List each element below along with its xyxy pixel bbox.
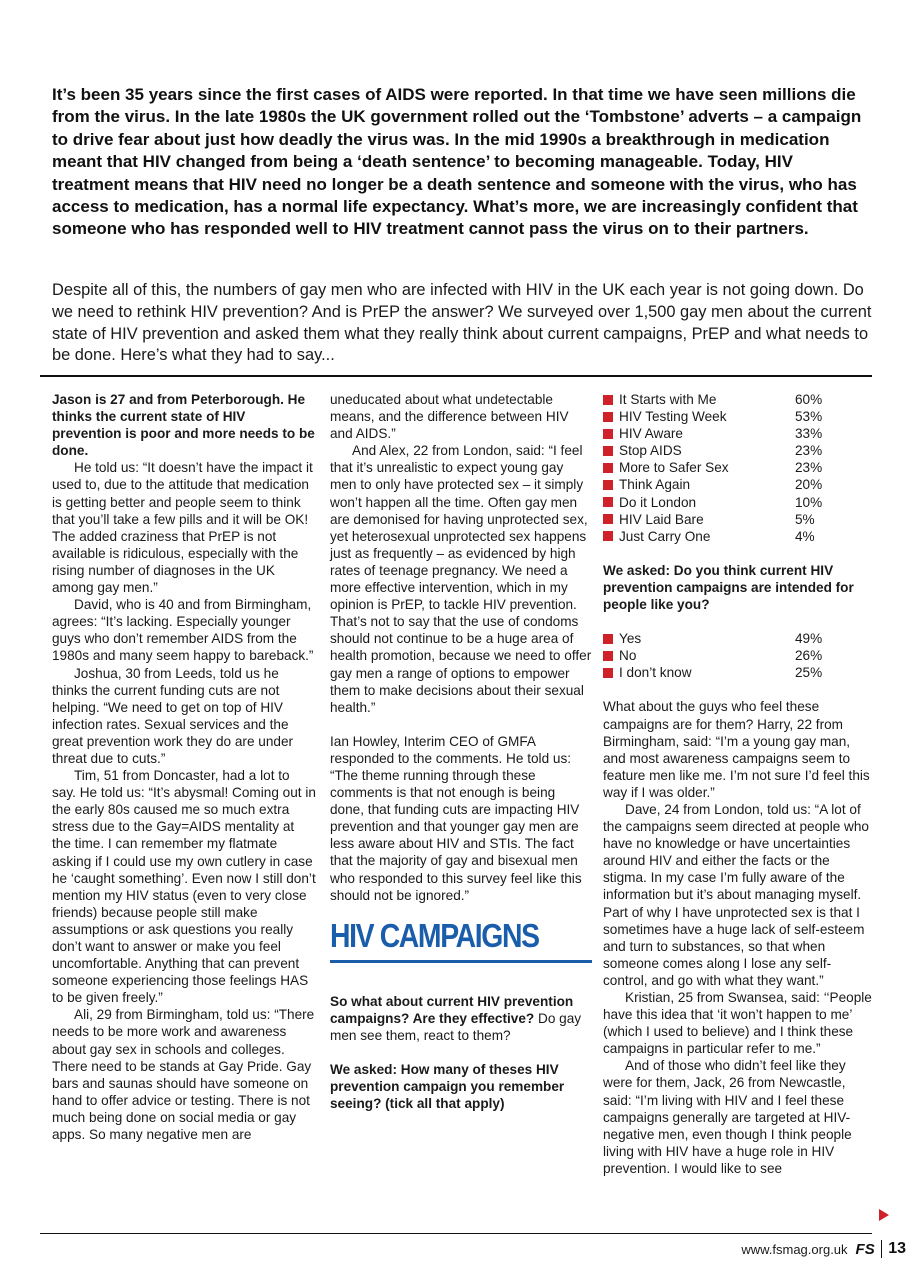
col3-paragraph: What about the guys who feel these campaigns are for them? Harry, 22 from Birmingham, said: “I’m a young gay man, and most awareness campaigns seem to feature men like me. I’m not sure I’d feel this way if I was older.”	[603, 699, 870, 800]
campaign-question	[330, 993, 592, 1044]
continue-arrow-icon	[879, 1209, 889, 1221]
answer-results-list	[603, 630, 873, 681]
list-item: Yes 49%	[603, 630, 873, 647]
survey-question-2: We asked: Do you think current HIV prevention campaigns are intended for people like you?	[603, 562, 854, 613]
intro-bold-paragraph: It’s been 35 years since the first cases of AIDS were reported. In that time we have seen millions die from the virus. In the late 1980s the UK government rolled out the ‘Tombstone’ adverts – a campaign to drive fear about just how deadly the virus was. In the mid 1990s a breakthrough in medication meant that HIV changed from being a ‘death sentence’ to becoming manageable. Today, HIV treatment means that HIV need no longer be a death sentence and someone with the virus, who has access to medication, has a normal life expectancy. What’s more, we are increasingly confident that someone who has responded well to HIV treatment cannot pass the virus on to their partners.	[52, 85, 862, 239]
page-footer	[741, 1238, 906, 1260]
fs-logo: FS	[855, 1240, 875, 1258]
bullet-square-icon	[603, 651, 613, 661]
section-heading: HIV CAMPAIGNS	[330, 916, 539, 954]
list-item: Stop AIDS 23%	[603, 442, 873, 459]
list-item: HIV Laid Bare 5%	[603, 511, 873, 528]
top-divider	[40, 375, 872, 377]
list-item: No 26%	[603, 647, 873, 664]
col2-paragraph: And Alex, 22 from London, said: “I feel that it’s unrealistic to expect young gay men to only have protected sex – it simply won’t happen all the time. Often gay men are demonised for having unprotected sex, yet heterosexual unprotected sex happens just as frequently – as evidenced by high rates of teenage pregnancy. We need a more effective intervention, which in my opinion is PrEP, to tackle HIV prevention. That’s not to say that the use of condoms should not continue to be a huge area of health promotion, because we need to offer gay men a range of options to empower them to make decisions about their sexual health.”	[330, 443, 592, 715]
col2-paragraph: uneducated about what undetectable means, and the difference between HIV and AIDS.”	[330, 392, 569, 442]
column-1	[52, 391, 316, 1143]
col1-paragraph: He told us: “It doesn’t have the impact it used to, due to the attitude that medication is getting better and people seem to think that you’ll take a few pills and it will be OK! The added craziness that PrEP is not available is ridiculous, especially with the rising number of diagnoses in the UK among gay men.”	[52, 460, 313, 596]
list-item: I don’t know 25%	[603, 664, 873, 681]
col3-paragraph: And of those who didn’t feel like they were for them, Jack, 26 from Newcastle, said: “I’m living with HIV and I feel these campaigns generally are targeted at HIV-negative men, even though I think people living with HIV have a huge role in HIV prevention. I would like to see	[603, 1058, 852, 1176]
col1-paragraph: Tim, 51 from Doncaster, had a lot to say. He told us: “It’s abysmal! Coming out in the early 80s caused me so much extra stress due to the Gay=AIDS mentality at the time. I can remember my flatmate asking if I could use my own cutlery in case he ‘caught something’. Even now I still don’t mention my HIV status (even to very close friends) because people still make assumptions or ask questions you really don’t want to answer or make you feel uncomfortable. Anything that can prevent someone experiencing those feelings HAS to be given freely.”	[52, 768, 316, 1006]
list-item: It Starts with Me 60%	[603, 391, 873, 408]
bullet-square-icon	[603, 463, 613, 473]
bullet-square-icon	[603, 395, 613, 405]
bullet-square-icon	[603, 514, 613, 524]
bullet-square-icon	[603, 446, 613, 456]
col1-paragraph: David, who is 40 and from Birmingham, agrees: “It’s lacking. Especially younger guys who don’t remember AIDS from the 1980s and many seem happy to bareback.”	[52, 597, 314, 664]
campaign-question-bold: So what about current HIV prevention campaigns? Are they effective?	[330, 993, 574, 1026]
intro-paragraph: Despite all of this, the numbers of gay men who are infected with HIV in the UK each year is not going down. Do we need to rethink HIV prevention? And is PrEP the answer? We surveyed over 1,500 gay men about the current state of HIV prevention and asked them what they really think about current campaigns, PrEP and what needs to be done. Here’s what they had to say...	[52, 281, 872, 365]
heading-underline	[330, 960, 592, 963]
bullet-square-icon	[603, 634, 613, 644]
bullet-square-icon	[603, 412, 613, 422]
bullet-square-icon	[603, 668, 613, 678]
bullet-square-icon	[603, 497, 613, 507]
survey-question-1: We asked: How many of theses HIV prevention campaign you remember seeing? (tick all that apply)	[330, 1062, 565, 1112]
col3-paragraph: Kristian, 25 from Swansea, said: ‘‘People have this idea that ‘it won’t happen to me’ (which I used to believe) and I think these campaigns in particular refer to me.”	[603, 990, 872, 1057]
column-2	[330, 391, 592, 1112]
bullet-square-icon	[603, 480, 613, 490]
footer-separator	[881, 1240, 883, 1258]
bottom-divider	[40, 1233, 872, 1234]
footer-url: www.fsmag.org.uk	[741, 1241, 848, 1257]
list-item: More to Safer Sex 23%	[603, 459, 873, 476]
list-item: HIV Testing Week 53%	[603, 408, 873, 425]
col1-lead: Jason is 27 and from Peterborough. He thinks the current state of HIV prevention is poor and more needs to be done.	[52, 392, 315, 459]
list-item: Think Again 20%	[603, 476, 873, 493]
col1-paragraph: Joshua, 30 from Leeds, told us he thinks the current funding cuts are not helping. “We need to get on top of HIV infection rates. Sexual services and the great prevention work they do are under threat due to cuts.”	[52, 665, 294, 766]
page-number: 13	[888, 1240, 906, 1257]
list-item: Do it London 10%	[603, 494, 873, 511]
bullet-square-icon	[603, 429, 613, 439]
col2-paragraph: Ian Howley, Interim CEO of GMFA responded to the comments. He told us: “The theme running through these comments is that not enough is being done, that funding cuts are impacting HIV prevention and that younger gay men are less aware about HIV and STIs. The fact that the majority of gay and bisexual men who responded to this survey feel like this should not be ignored.”	[330, 733, 582, 903]
bullet-square-icon	[603, 531, 613, 541]
campaign-question-rest: Do gay men see them, react to them?	[330, 1010, 582, 1043]
col3-paragraph: Dave, 24 from London, told us: “A lot of the campaigns seem directed at people who have no knowledge or have uncertainties around HIV and either the facts or the stigma. In my case I’m fully aware of the information but it’s about managing myself. Part of why I have unprotected sex is that I sometimes have a huge lack of self-esteem and turn to substances, so that when someone comes along I lose any self-control, and go with what they want.”	[603, 801, 869, 988]
campaign-results-list	[603, 391, 873, 545]
col1-paragraph: Ali, 29 from Birmingham, told us: “There needs to be more work and awareness about gay sex in schools and colleges. There need to be stands at Gay Pride. Gay bars and saunas should have someone on hand to offer advice or testing. There is not much being done on social media or gay apps. So many negative men are	[52, 1007, 315, 1143]
list-item: HIV Aware 33%	[603, 425, 873, 442]
column-3	[603, 391, 873, 1177]
list-item: Just Carry One 4%	[603, 528, 873, 545]
